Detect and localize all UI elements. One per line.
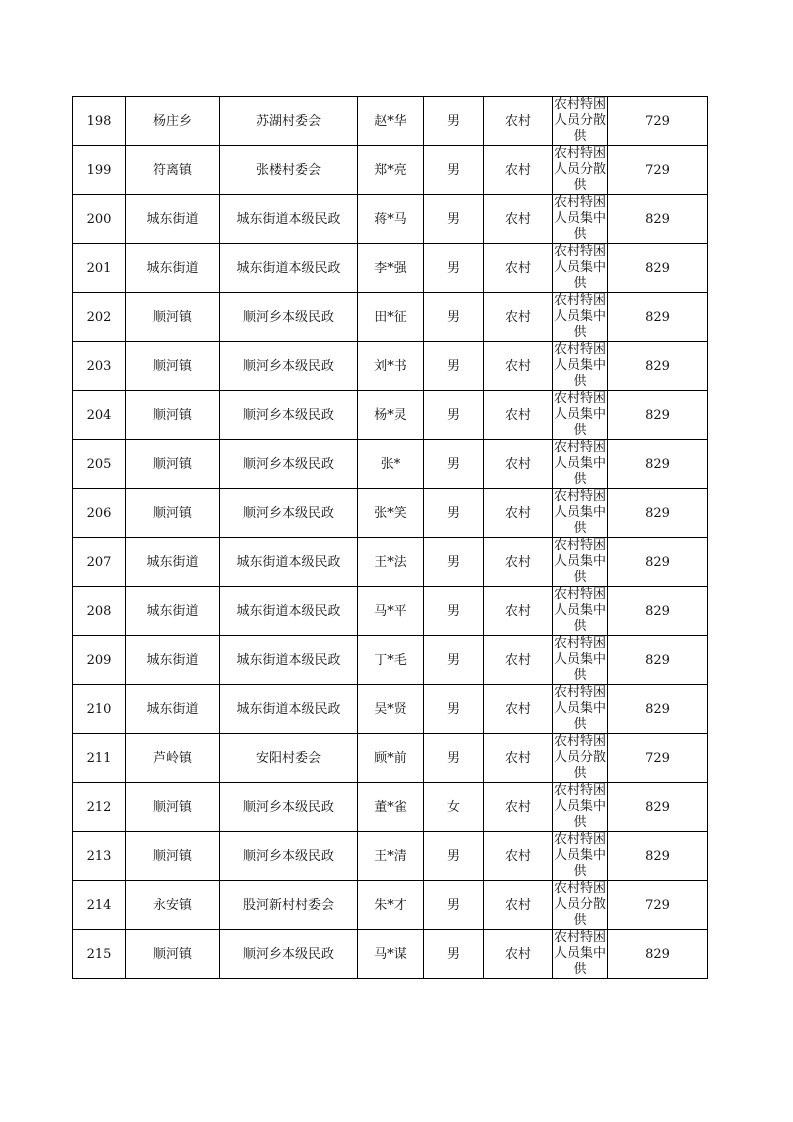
support-type-cell — [553, 293, 608, 342]
amount-cell: 829 — [608, 685, 708, 734]
town-cell: 城东街道 — [126, 244, 220, 293]
amount-cell: 829 — [608, 587, 708, 636]
gender-cell: 男 — [424, 342, 484, 391]
amount-cell: 829 — [608, 636, 708, 685]
gender-cell: 女 — [424, 783, 484, 832]
name-cell: 丁*毛 — [358, 636, 424, 685]
support-type-cell — [553, 930, 608, 979]
support-type-text: 农村特困人员集中供 — [554, 293, 607, 340]
gender-cell: 男 — [424, 636, 484, 685]
town-cell: 城东街道 — [126, 685, 220, 734]
unit-cell: 城东街道本级民政 — [220, 244, 358, 293]
area-cell: 农村 — [484, 244, 553, 293]
serial-number-cell: 199 — [73, 146, 126, 195]
amount-cell: 729 — [608, 97, 708, 146]
unit-cell: 顺河乡本级民政 — [220, 783, 358, 832]
unit-cell: 安阳村委会 — [220, 734, 358, 783]
amount-cell: 829 — [608, 489, 708, 538]
gender-cell: 男 — [424, 440, 484, 489]
unit-cell: 顺河乡本级民政 — [220, 391, 358, 440]
town-cell: 顺河镇 — [126, 489, 220, 538]
gender-cell: 男 — [424, 244, 484, 293]
support-type-cell — [553, 881, 608, 930]
table-row — [73, 734, 708, 783]
support-type-cell — [553, 685, 608, 734]
town-cell: 城东街道 — [126, 636, 220, 685]
town-cell: 芦岭镇 — [126, 734, 220, 783]
serial-number-cell: 205 — [73, 440, 126, 489]
name-cell: 赵*华 — [358, 97, 424, 146]
name-cell: 郑*亮 — [358, 146, 424, 195]
support-type-cell — [553, 97, 608, 146]
unit-cell: 城东街道本级民政 — [220, 685, 358, 734]
town-cell: 杨庄乡 — [126, 97, 220, 146]
support-type-text: 农村特困人员集中供 — [554, 195, 607, 242]
amount-cell: 829 — [608, 244, 708, 293]
amount-cell: 829 — [608, 538, 708, 587]
table-row — [73, 881, 708, 930]
table-row — [73, 538, 708, 587]
serial-number-cell: 210 — [73, 685, 126, 734]
serial-number-cell: 214 — [73, 881, 126, 930]
town-cell: 永安镇 — [126, 881, 220, 930]
area-cell: 农村 — [484, 293, 553, 342]
gender-cell: 男 — [424, 293, 484, 342]
amount-cell: 829 — [608, 293, 708, 342]
support-type-cell — [553, 195, 608, 244]
support-type-cell — [553, 489, 608, 538]
table-row — [73, 832, 708, 881]
unit-cell: 股河新村村委会 — [220, 881, 358, 930]
table-row — [73, 97, 708, 146]
unit-cell: 顺河乡本级民政 — [220, 342, 358, 391]
support-type-cell — [553, 342, 608, 391]
table-row — [73, 146, 708, 195]
amount-cell: 729 — [608, 146, 708, 195]
town-cell: 城东街道 — [126, 538, 220, 587]
unit-cell: 城东街道本级民政 — [220, 587, 358, 636]
unit-cell: 城东街道本级民政 — [220, 195, 358, 244]
support-type-cell — [553, 832, 608, 881]
amount-cell: 829 — [608, 783, 708, 832]
support-type-text: 农村特困人员集中供 — [554, 783, 607, 830]
serial-number-cell: 207 — [73, 538, 126, 587]
area-cell: 农村 — [484, 391, 553, 440]
town-cell: 顺河镇 — [126, 293, 220, 342]
gender-cell: 男 — [424, 734, 484, 783]
amount-cell: 729 — [608, 734, 708, 783]
support-type-text: 农村特困人员集中供 — [554, 244, 607, 291]
area-cell: 农村 — [484, 97, 553, 146]
support-type-text: 农村特困人员集中供 — [554, 342, 607, 389]
serial-number-cell: 203 — [73, 342, 126, 391]
support-type-text: 农村特困人员分散供 — [554, 734, 607, 781]
serial-number-cell: 206 — [73, 489, 126, 538]
name-cell: 马*谋 — [358, 930, 424, 979]
name-cell: 董*雀 — [358, 783, 424, 832]
town-cell: 顺河镇 — [126, 930, 220, 979]
serial-number-cell: 213 — [73, 832, 126, 881]
serial-number-cell: 204 — [73, 391, 126, 440]
support-type-text: 农村特困人员集中供 — [554, 489, 607, 536]
support-type-cell — [553, 391, 608, 440]
serial-number-cell: 202 — [73, 293, 126, 342]
name-cell: 李*强 — [358, 244, 424, 293]
table-body — [73, 97, 708, 979]
support-type-text: 农村特困人员集中供 — [554, 440, 607, 487]
town-cell: 顺河镇 — [126, 342, 220, 391]
table-row — [73, 685, 708, 734]
table-row — [73, 587, 708, 636]
table-row — [73, 342, 708, 391]
support-type-text: 农村特困人员集中供 — [554, 391, 607, 438]
name-cell: 杨*灵 — [358, 391, 424, 440]
unit-cell: 顺河乡本级民政 — [220, 293, 358, 342]
support-type-text: 农村特困人员集中供 — [554, 636, 607, 683]
amount-cell: 829 — [608, 930, 708, 979]
area-cell: 农村 — [484, 881, 553, 930]
area-cell: 农村 — [484, 587, 553, 636]
relief-recipients-table — [72, 96, 708, 979]
amount-cell: 829 — [608, 391, 708, 440]
gender-cell: 男 — [424, 391, 484, 440]
support-type-cell — [553, 636, 608, 685]
amount-cell: 829 — [608, 832, 708, 881]
gender-cell: 男 — [424, 538, 484, 587]
area-cell: 农村 — [484, 783, 553, 832]
support-type-text: 农村特困人员集中供 — [554, 832, 607, 879]
area-cell: 农村 — [484, 538, 553, 587]
name-cell: 张*笑 — [358, 489, 424, 538]
serial-number-cell: 215 — [73, 930, 126, 979]
serial-number-cell: 200 — [73, 195, 126, 244]
gender-cell: 男 — [424, 489, 484, 538]
serial-number-cell: 209 — [73, 636, 126, 685]
name-cell: 蒋*马 — [358, 195, 424, 244]
unit-cell: 顺河乡本级民政 — [220, 440, 358, 489]
name-cell: 张* — [358, 440, 424, 489]
support-type-cell — [553, 587, 608, 636]
serial-number-cell: 212 — [73, 783, 126, 832]
table-row — [73, 440, 708, 489]
table-row — [73, 783, 708, 832]
area-cell: 农村 — [484, 685, 553, 734]
support-type-cell — [553, 783, 608, 832]
area-cell: 农村 — [484, 195, 553, 244]
serial-number-cell: 208 — [73, 587, 126, 636]
table-row — [73, 391, 708, 440]
table-row — [73, 244, 708, 293]
name-cell: 王*清 — [358, 832, 424, 881]
gender-cell: 男 — [424, 587, 484, 636]
support-type-text: 农村特困人员分散供 — [554, 881, 607, 928]
support-type-cell — [553, 244, 608, 293]
support-type-text: 农村特困人员分散供 — [554, 146, 607, 193]
support-type-cell — [553, 538, 608, 587]
area-cell: 农村 — [484, 342, 553, 391]
gender-cell: 男 — [424, 930, 484, 979]
table-row — [73, 489, 708, 538]
unit-cell: 顺河乡本级民政 — [220, 930, 358, 979]
serial-number-cell: 201 — [73, 244, 126, 293]
gender-cell: 男 — [424, 146, 484, 195]
name-cell: 马*平 — [358, 587, 424, 636]
serial-number-cell: 211 — [73, 734, 126, 783]
gender-cell: 男 — [424, 832, 484, 881]
unit-cell: 城东街道本级民政 — [220, 538, 358, 587]
gender-cell: 男 — [424, 685, 484, 734]
town-cell: 顺河镇 — [126, 391, 220, 440]
unit-cell: 顺河乡本级民政 — [220, 832, 358, 881]
town-cell: 顺河镇 — [126, 440, 220, 489]
name-cell: 田*征 — [358, 293, 424, 342]
area-cell: 农村 — [484, 440, 553, 489]
name-cell: 吴*贤 — [358, 685, 424, 734]
area-cell: 农村 — [484, 489, 553, 538]
name-cell: 顾*前 — [358, 734, 424, 783]
town-cell: 顺河镇 — [126, 783, 220, 832]
support-type-text: 农村特困人员集中供 — [554, 930, 607, 977]
gender-cell: 男 — [424, 97, 484, 146]
support-type-cell — [553, 734, 608, 783]
unit-cell: 苏湖村委会 — [220, 97, 358, 146]
area-cell: 农村 — [484, 930, 553, 979]
unit-cell: 城东街道本级民政 — [220, 636, 358, 685]
town-cell: 顺河镇 — [126, 832, 220, 881]
support-type-text: 农村特困人员集中供 — [554, 587, 607, 634]
support-type-cell — [553, 440, 608, 489]
name-cell: 刘*书 — [358, 342, 424, 391]
amount-cell: 829 — [608, 342, 708, 391]
town-cell: 城东街道 — [126, 587, 220, 636]
name-cell: 朱*才 — [358, 881, 424, 930]
area-cell: 农村 — [484, 636, 553, 685]
area-cell: 农村 — [484, 146, 553, 195]
gender-cell: 男 — [424, 195, 484, 244]
table-row — [73, 293, 708, 342]
town-cell: 符离镇 — [126, 146, 220, 195]
table-row — [73, 636, 708, 685]
amount-cell: 729 — [608, 881, 708, 930]
support-type-text: 农村特困人员集中供 — [554, 538, 607, 585]
serial-number-cell: 198 — [73, 97, 126, 146]
table-row — [73, 930, 708, 979]
table-row — [73, 195, 708, 244]
town-cell: 城东街道 — [126, 195, 220, 244]
amount-cell: 829 — [608, 440, 708, 489]
support-type-text: 农村特困人员集中供 — [554, 685, 607, 732]
support-type-cell — [553, 146, 608, 195]
name-cell: 王*法 — [358, 538, 424, 587]
unit-cell: 张楼村委会 — [220, 146, 358, 195]
gender-cell: 男 — [424, 881, 484, 930]
amount-cell: 829 — [608, 195, 708, 244]
unit-cell: 顺河乡本级民政 — [220, 489, 358, 538]
area-cell: 农村 — [484, 832, 553, 881]
area-cell: 农村 — [484, 734, 553, 783]
support-type-text: 农村特困人员分散供 — [554, 97, 607, 144]
